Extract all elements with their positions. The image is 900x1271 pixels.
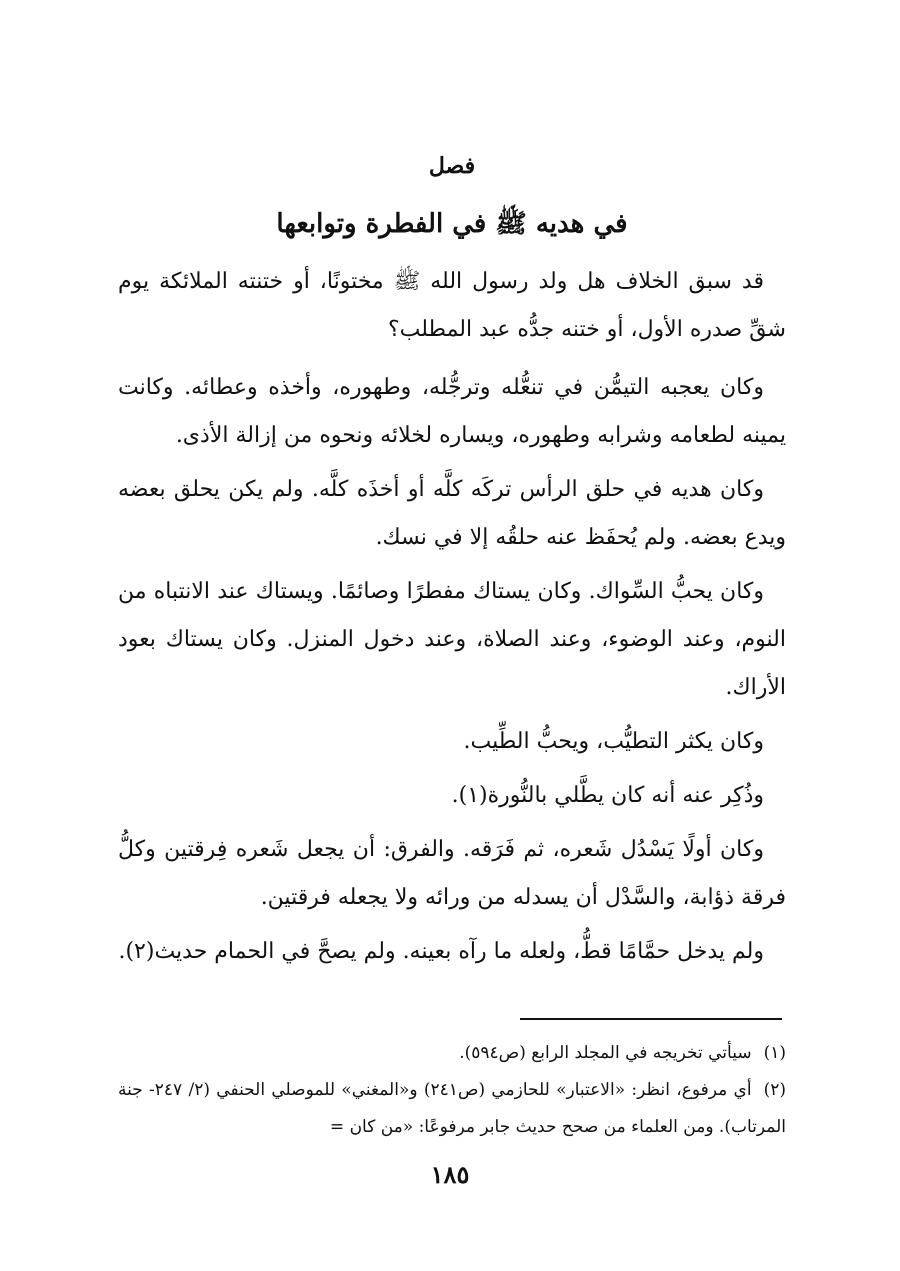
paragraph-5: وكان يكثر التطيُّب، ويحبُّ الطِّيب. <box>463 729 764 754</box>
footnote-number: (١) <box>763 1043 786 1063</box>
footnotes <box>118 1035 786 1146</box>
chapter-title: في هديه ﷺ في الفطرة وتوابعها <box>276 209 628 239</box>
footnote-divider <box>520 1018 782 1020</box>
section-label: فصل <box>428 153 476 179</box>
paragraph-8: ولم يدخل حمَّامًا قطُّ، ولعله ما رآه بعينه. ولم يصحَّ في الحمام حديث(٢). <box>118 939 764 964</box>
paragraph-3: وكان هديه في حلق الرأس تركَه كلَّه أو أخذَه كلَّه. ولم يكن يحلق بعضه ويدع بعضه. ولم يُحفَظ عنه حلقُه إلا في نسك. <box>118 477 786 550</box>
footnote-1 <box>118 1035 786 1072</box>
footnote-number: (٢) <box>763 1080 786 1100</box>
paragraph-4: وكان يحبُّ السِّواك. وكان يستاك مفطرًا وصائمًا. ويستاك عند الانتباه من النوم، وعند الوضوء، وعند الصلاة، وعند دخول المنزل. وكان يستاك بعود الأراك. <box>118 579 786 700</box>
paragraph-1: قد سبق الخلاف هل ولد رسول الله ﷺ مختونًا، أو ختنته الملائكة يوم شقِّ صدره الأول، أو ختنه جدُّه عبد المطلب؟ <box>118 269 786 342</box>
page-number: ١٨٥ <box>430 1160 470 1189</box>
footnote-2 <box>118 1072 786 1146</box>
footnote-text: سيأتي تخريجه في المجلد الرابع (ص٥٩٤). <box>459 1043 752 1063</box>
paragraph-6: وذُكِر عنه أنه كان يطَّلي بالنُّورة(١). <box>451 783 764 808</box>
paragraph-7: وكان أولًا يَسْدُل شَعره، ثم فَرَقه. والفرق: أن يجعل شَعره فِرقتين وكلُّ فرقة ذؤابة، والسَّدْل أن يسدله من ورائه ولا يجعله فرقتين. <box>118 837 786 910</box>
main-text <box>118 148 786 982</box>
paragraph-2: وكان يعجبه التيمُّن في تنعُّله وترجُّله، وطهوره، وأخذه وعطائه. وكانت يمينه لطعامه وشرابه وطهوره، ويساره لخلائه ونحوه من إزالة الأذى. <box>118 375 786 448</box>
footnote-text: أي مرفوع، انظر: «الاعتبار» للحازمي (ص٢٤١) و«المغني» للموصلي الحنفي (٢/ ٢٤٧- جنة المرتاب). ومن العلماء من صحح حديث جابر مرفوعًا: «من كان = <box>118 1080 786 1137</box>
